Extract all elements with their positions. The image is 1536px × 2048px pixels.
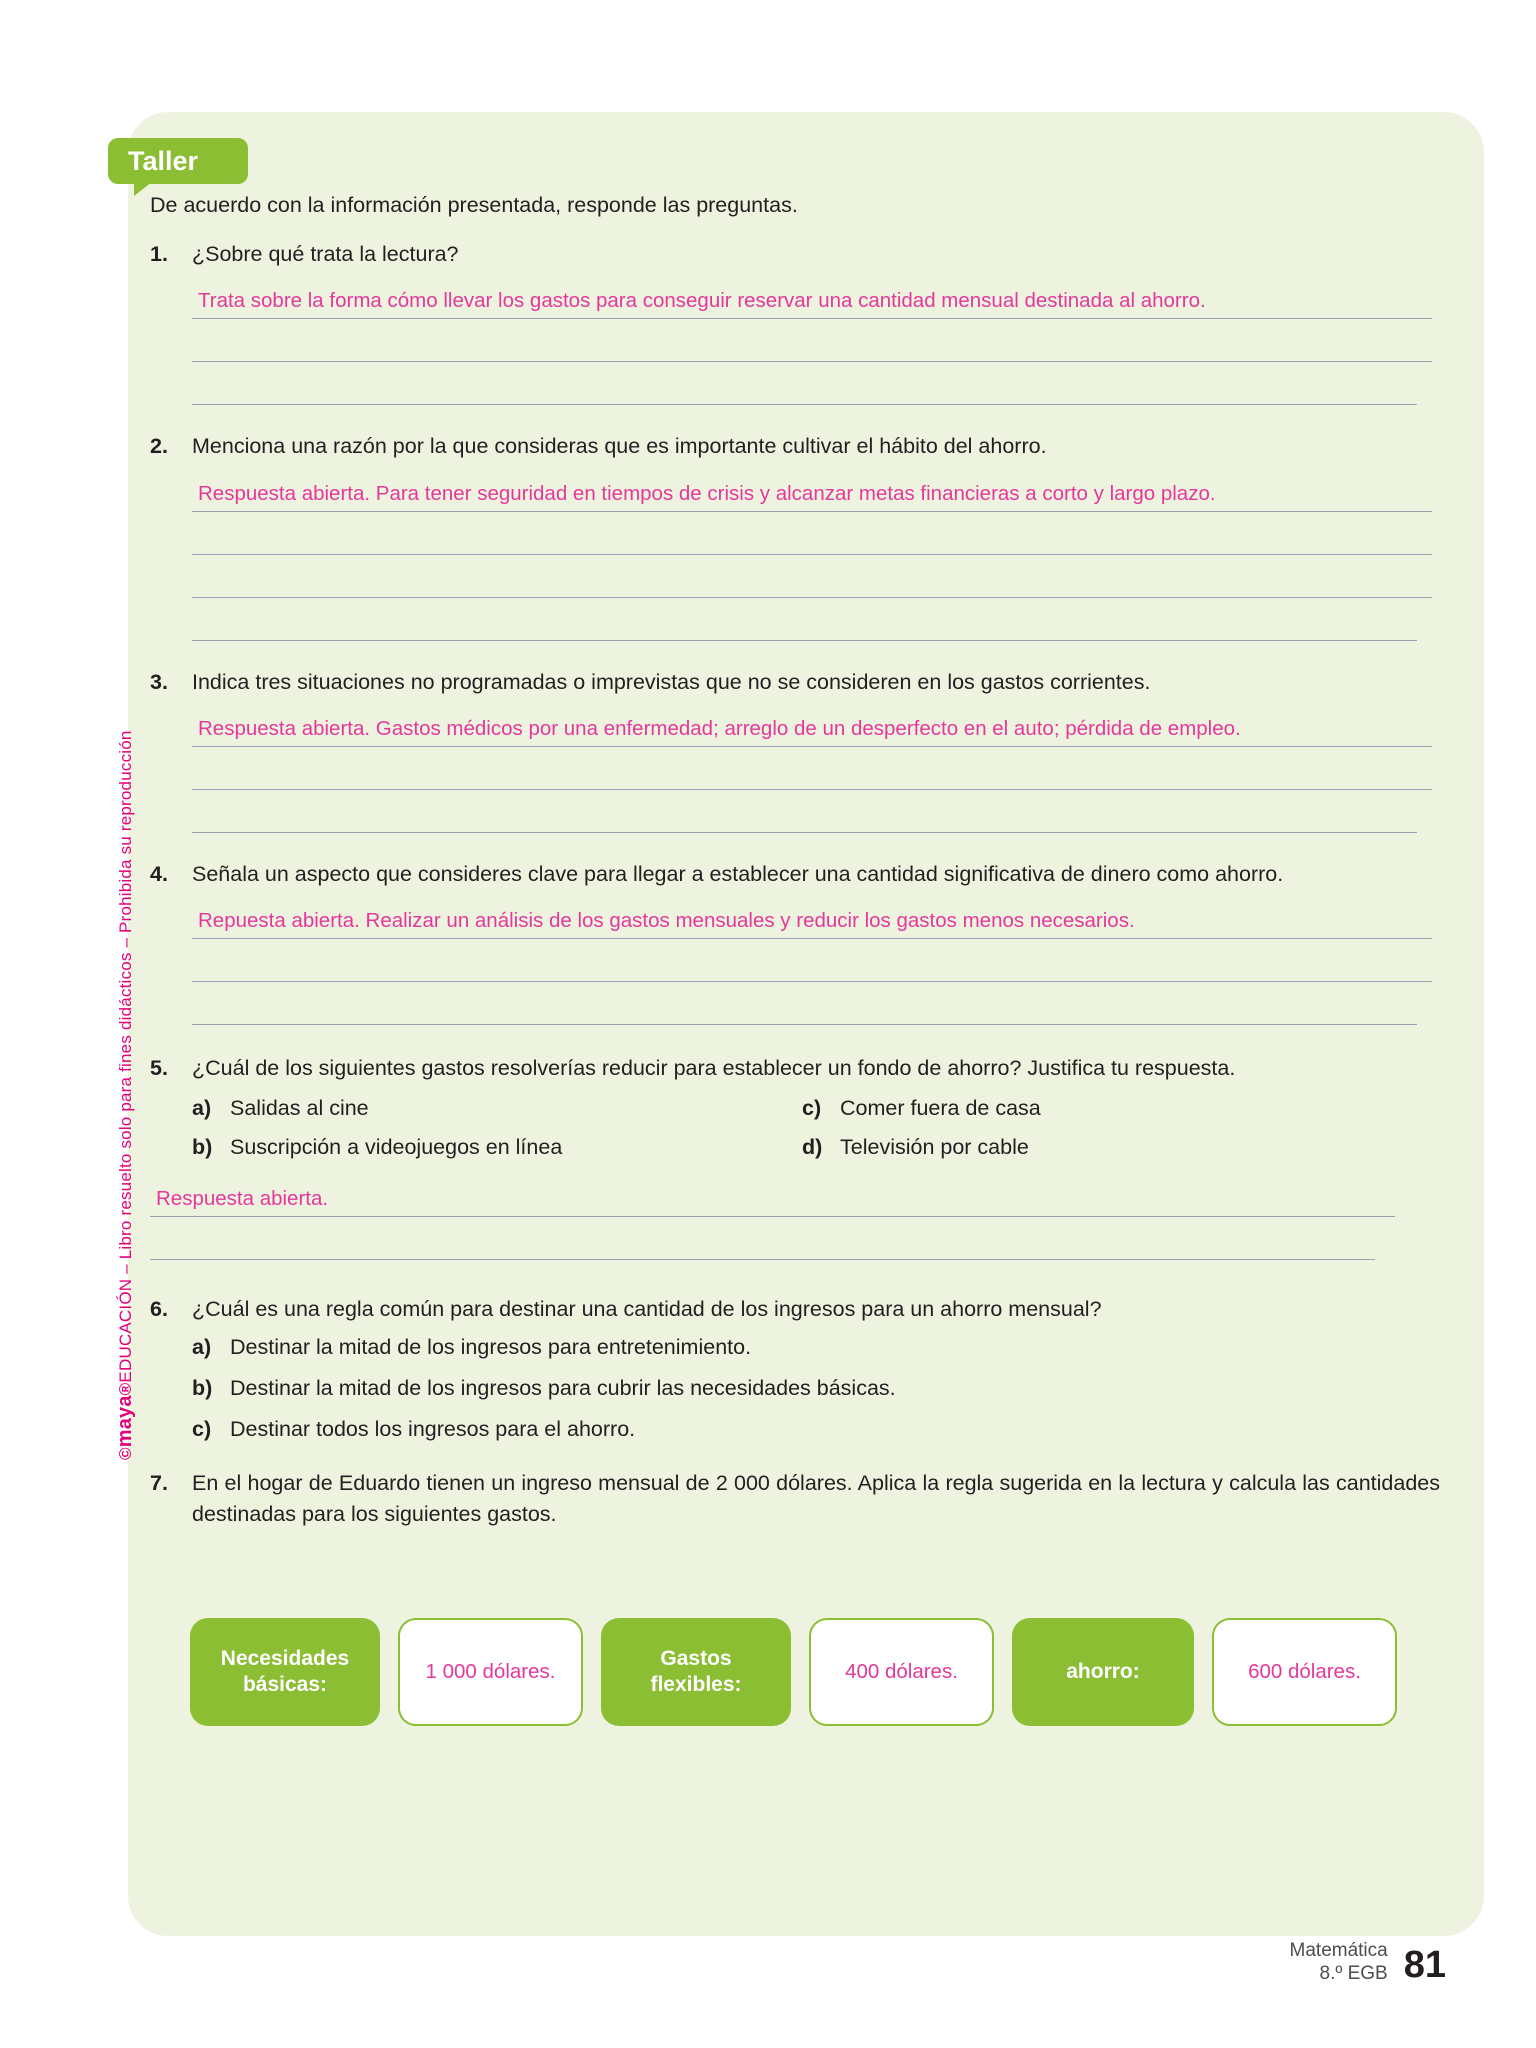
answer-line[interactable] <box>192 319 1432 362</box>
option-b-text: Destinar la mitad de los ingresos para cubrir las necesidades básicas. <box>230 1376 896 1401</box>
box-label-gastos-flexibles: Gastos flexibles: <box>601 1618 791 1726</box>
question-3-answer: Respuesta abierta. Gastos médicos por una enfermedad; arreglo de un desperfecto en el auto; pérdida de empleo. <box>198 716 1241 740</box>
answer-line[interactable] <box>192 939 1432 982</box>
question-1 <box>150 239 1450 405</box>
option-a-label: a) <box>192 1096 212 1121</box>
option-b-label: b) <box>192 1376 213 1401</box>
box-answer-gastos-flexibles[interactable]: 400 dólares. <box>809 1618 994 1726</box>
question-3 <box>150 667 1450 833</box>
option-c-text: Comer fuera de casa <box>840 1096 1041 1121</box>
question-7-text: En el hogar de Eduardo tienen un ingreso mensual de 2 000 dólares. Aplica la regla sugerida en la lectura y calcula las cantidades destinadas para los siguientes gastos. <box>192 1471 1440 1527</box>
section-tag-taller <box>108 138 248 184</box>
option-d[interactable] <box>802 1135 1402 1160</box>
option-row <box>192 1096 1442 1121</box>
answer-line[interactable] <box>150 1174 1395 1217</box>
option-a-label: a) <box>192 1335 212 1360</box>
question-4 <box>150 859 1450 1025</box>
option-c[interactable] <box>192 1417 1450 1442</box>
option-a[interactable] <box>192 1335 1450 1360</box>
question-7-answer-boxes <box>190 1618 1397 1726</box>
option-d-label: d) <box>802 1135 823 1160</box>
option-b-text: Suscripción a videojuegos en línea <box>230 1135 563 1160</box>
option-b[interactable] <box>192 1135 802 1160</box>
question-5-text: ¿Cuál de los siguientes gastos resolverías reducir para establecer un fondo de ahorro? Justifica tu respuesta. <box>192 1055 1236 1080</box>
box-label-necesidades-basicas: Necesidades básicas: <box>190 1618 380 1726</box>
footer-subject-name: Matemática <box>1289 1939 1388 1961</box>
answer-line[interactable] <box>192 747 1432 790</box>
question-5-options <box>192 1096 1442 1160</box>
answer-line[interactable] <box>192 790 1417 833</box>
answer-line[interactable] <box>192 362 1417 405</box>
registered-icon: ® <box>116 1382 135 1396</box>
option-c-label: c) <box>192 1417 212 1442</box>
question-2-answer-lines[interactable] <box>192 469 1432 641</box>
answer-line[interactable] <box>192 469 1432 512</box>
question-5-answer-lines[interactable] <box>150 1174 1395 1260</box>
side-credits <box>88 560 136 1460</box>
question-7-number: 7. <box>150 1471 168 1496</box>
page-number: 81 <box>1403 1944 1446 1986</box>
question-2-answer: Respuesta abierta. Para tener seguridad en tiempos de crisis y alcanzar metas financieras a corto y largo plazo. <box>198 481 1216 505</box>
answer-line[interactable] <box>192 982 1417 1025</box>
question-6 <box>150 1294 1450 1442</box>
question-3-answer-lines[interactable] <box>192 704 1432 833</box>
option-a-text: Salidas al cine <box>230 1096 369 1121</box>
answer-line[interactable] <box>192 704 1432 747</box>
worksheet-content <box>150 190 1450 1531</box>
answer-line[interactable] <box>192 512 1432 555</box>
option-d-text: Televisión por cable <box>840 1135 1029 1160</box>
question-1-answer: Trata sobre la forma cómo llevar los gastos para conseguir reservar una cantidad mensual destinada al ahorro. <box>198 289 1206 313</box>
question-4-text: Señala un aspecto que consideres clave para llegar a establecer una cantidad significativa de dinero como ahorro. <box>192 861 1284 886</box>
section-tag-label: Taller <box>128 145 199 176</box>
question-7 <box>150 1468 1450 1530</box>
option-b[interactable] <box>192 1376 1450 1401</box>
question-5-number: 5. <box>150 1055 168 1080</box>
side-credits-text <box>114 730 137 1460</box>
worksheet-intro: De acuerdo con la información presentada, responde las preguntas. <box>150 193 798 217</box>
option-a-text: Destinar la mitad de los ingresos para entretenimiento. <box>230 1335 752 1360</box>
box-answer-necesidades-basicas[interactable]: 1 000 dólares. <box>398 1618 583 1726</box>
question-3-number: 3. <box>150 669 168 694</box>
question-6-options <box>192 1335 1450 1442</box>
answer-line[interactable] <box>150 1217 1375 1260</box>
option-b-label: b) <box>192 1135 213 1160</box>
question-6-number: 6. <box>150 1297 168 1322</box>
copyright-icon: © <box>116 1447 135 1460</box>
question-3-text: Indica tres situaciones no programadas o imprevistas que no se consideren en los gastos corrientes. <box>192 669 1151 694</box>
footer-subject <box>1290 1939 1388 1987</box>
question-1-text: ¿Sobre qué trata la lectura? <box>192 242 459 267</box>
side-credits-note: EDUCACIÓN – Libro resuelto solo para fines didácticos – Prohibida su reproducción <box>116 730 135 1383</box>
answer-line[interactable] <box>192 896 1432 939</box>
option-c-text: Destinar todos los ingresos para el ahorro. <box>230 1417 636 1442</box>
question-4-answer-lines[interactable] <box>192 896 1432 1025</box>
answer-line[interactable] <box>192 276 1432 319</box>
maya-brand: maya <box>114 1395 136 1448</box>
question-4-number: 4. <box>150 861 168 886</box>
option-row <box>192 1135 1442 1160</box>
answer-line[interactable] <box>192 555 1432 598</box>
option-a[interactable] <box>192 1096 802 1121</box>
question-6-text: ¿Cuál es una regla común para destinar una cantidad de los ingresos para un ahorro mensual? <box>192 1297 1102 1322</box>
question-5-answer: Respuesta abierta. <box>156 1187 329 1211</box>
question-2 <box>150 431 1450 640</box>
option-c-label: c) <box>802 1096 822 1121</box>
question-5 <box>150 1053 1450 1260</box>
answer-line[interactable] <box>192 598 1417 641</box>
question-1-number: 1. <box>150 242 168 267</box>
box-label-ahorro: ahorro: <box>1012 1618 1194 1726</box>
box-answer-ahorro[interactable]: 600 dólares. <box>1212 1618 1397 1726</box>
option-c[interactable] <box>802 1096 1402 1121</box>
question-2-text: Menciona una razón por la que consideras que es importante cultivar el hábito del ahorro. <box>192 434 1047 459</box>
footer-grade: 8.º EGB <box>1319 1963 1388 1985</box>
page-footer <box>1290 1939 1446 1987</box>
question-1-answer-lines[interactable] <box>192 276 1432 405</box>
question-2-number: 2. <box>150 434 168 459</box>
question-4-answer: Repuesta abierta. Realizar un análisis de los gastos mensuales y reducir los gastos menos necesarios. <box>198 908 1135 932</box>
